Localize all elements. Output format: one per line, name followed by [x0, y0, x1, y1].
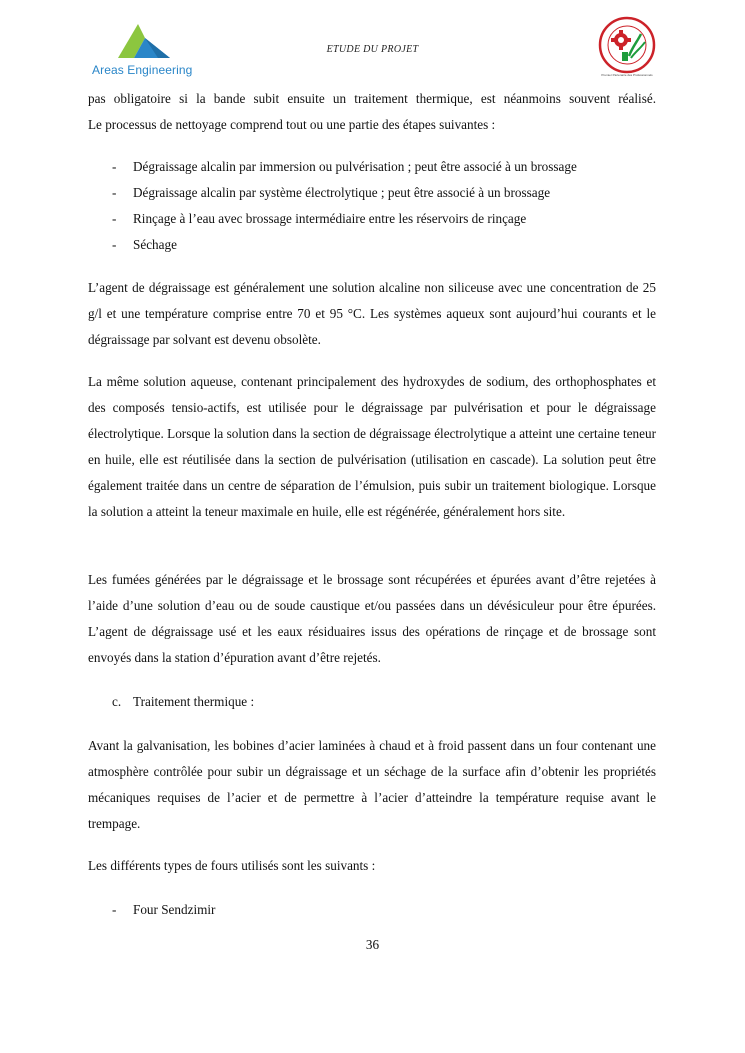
- cleaning-steps-list: [88, 154, 656, 258]
- paragraph-heat-treatment: Avant la galvanisation, les bobines d’acier laminées à chaud et à froid passent dans un four contenant une atmosphère contrôlée pour subir un dégraissage et un séchage de la surface afin d’obtenir les propriétés mécaniques requises de l’acier et de permettre à l’acier d’atteindre la température requise avant le trempage.: [88, 738, 656, 831]
- furnace-types-list: [88, 897, 656, 923]
- header-title: ETUDE DU PROJET: [326, 44, 419, 55]
- seal-logo: [595, 16, 659, 80]
- list-bullet: -: [112, 237, 117, 252]
- paragraph-agent: L’agent de dégraissage est généralement une solution alcaline non siliceuse avec une concentration de 25 g/l et une température comprise entre 70 et 95 °C. Les systèmes aqueux sont aujourd’hui courants et le dégraissage par solvant est devenu obsolète.: [88, 280, 656, 347]
- seal-logo-icon: [595, 16, 659, 74]
- page-number: 36: [365, 937, 380, 952]
- list-bullet: -: [112, 159, 117, 174]
- section-marker: c.: [112, 694, 122, 709]
- list-item: - Dégraissage alcalin par système électrolytique ; peut être associé à un brossage: [88, 180, 656, 206]
- section-heading: [88, 689, 656, 715]
- paragraph-fumes: Les fumées générées par le dégraissage et le brossage sont récupérées et épurées avant d’être rejetées à l’aide d’une solution d’eau ou de soude caustique et/ou passées dans un dévésiculeur pour être épurées. L’agent de dégraissage usé et les eaux résiduaires issus des opérations de rinçage et de brossage sont envoyés dans la station d’épuration avant d’être rejetés.: [88, 572, 656, 665]
- intro-line-2: Le processus de nettoyage comprend tout ou une partie des étapes suivantes :: [88, 117, 496, 132]
- company-name: Areas Engineering: [92, 63, 193, 77]
- list-item: - Rinçage à l’eau avec brossage intermédiaire entre les réservoirs de rinçage: [88, 206, 656, 232]
- intro-line-1: pas obligatoire si la bande subit ensuite un traitement thermique, est néanmoins souvent réalisé.: [88, 91, 656, 106]
- section-title: Traitement thermique :: [133, 694, 255, 709]
- paragraph-solution: La même solution aqueuse, contenant principalement des hydroxydes de sodium, des orthophosphates et des composés tensio-actifs, est utilisée pour le dégraissage par pulvérisation et pour le dégraissage électrolytique. Lorsque la solution dans la section de dégraissage électrolytique a atteint une certaine teneur en huile, elle est réutilisée dans la section de pulvérisation (utilisation en cascade). La solution peut être également traitée dans un centre de séparation de l’émulsion, puis subir un traitement biologique. Lorsque la solution a atteint la teneur maximale en huile, elle est régénérée, généralement hors site.: [88, 374, 656, 519]
- list-item: - Four Sendzimir: [88, 897, 656, 923]
- seal-caption: Premier Partenaire des Professionnels: [601, 73, 653, 77]
- intro-block: [88, 86, 656, 138]
- list-bullet: -: [112, 185, 117, 200]
- list-item: - Dégraissage alcalin par immersion ou pulvérisation ; peut être associé à un brossage: [88, 154, 656, 180]
- list-bullet: -: [112, 902, 117, 917]
- list-item: - Séchage: [88, 232, 656, 258]
- paragraph-furnace-types: Les différents types de fours utilisés sont les suivants :: [88, 858, 376, 873]
- list-bullet: -: [112, 211, 117, 226]
